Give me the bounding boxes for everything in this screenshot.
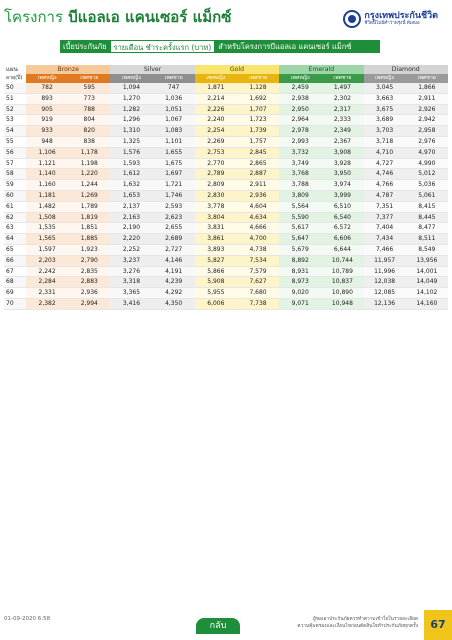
premium-cell: 7,738 — [237, 298, 279, 309]
premium-cell: 5,827 — [195, 255, 237, 266]
premium-cell: 3,689 — [364, 115, 406, 126]
premium-cell: 1,325 — [110, 136, 152, 147]
premium-cell: 8,445 — [406, 212, 448, 223]
premium-cell: 13,956 — [406, 255, 448, 266]
age-cell: 65 — [4, 244, 26, 255]
premium-cell: 804 — [68, 115, 110, 126]
premium-cell: 5,908 — [195, 277, 237, 288]
premium-cell: 6,510 — [321, 201, 363, 212]
table-row — [4, 104, 448, 115]
premium-cell: 1,655 — [153, 147, 195, 158]
premium-cell: 2,964 — [279, 115, 321, 126]
plan-header-row — [4, 65, 448, 74]
premium-cell: 1,083 — [153, 126, 195, 137]
table-row — [4, 147, 448, 158]
premium-cell: 2,845 — [237, 147, 279, 158]
premium-cell: 1,923 — [68, 244, 110, 255]
premium-cell: 1,198 — [68, 158, 110, 169]
plan-diamond: Diamond — [364, 65, 449, 74]
premium-cell: 2,942 — [406, 115, 448, 126]
premium-cell: 2,789 — [195, 169, 237, 180]
premium-cell: 10,948 — [321, 298, 363, 309]
premium-cell: 948 — [26, 136, 68, 147]
premium-cell: 1,653 — [110, 190, 152, 201]
table-row — [4, 158, 448, 169]
premium-cell: 1,819 — [68, 212, 110, 223]
premium-cell: 1,482 — [26, 201, 68, 212]
premium-cell: 2,593 — [153, 201, 195, 212]
gender-header: เพศหญิง — [26, 74, 68, 83]
premium-cell: 1,789 — [68, 201, 110, 212]
premium-cell: 1,051 — [153, 104, 195, 115]
premium-cell: 2,240 — [195, 115, 237, 126]
premium-cell: 2,623 — [153, 212, 195, 223]
premium-cell: 4,350 — [153, 298, 195, 309]
premium-cell: 2,936 — [237, 190, 279, 201]
title-prefix: โครงการ — [4, 8, 64, 26]
premium-cell: 3,663 — [364, 93, 406, 104]
table-row — [4, 169, 448, 180]
plan-label: แผน — [6, 66, 18, 73]
premium-cell: 2,226 — [195, 104, 237, 115]
caption-part-mode: รายเดือน ชำระครั้งแรก (บาท) — [110, 40, 216, 53]
plan-gold: Gold — [195, 65, 279, 74]
premium-cell: 14,102 — [406, 288, 448, 299]
premium-cell: 1,160 — [26, 180, 68, 191]
premium-cell: 2,976 — [406, 136, 448, 147]
premium-cell: 6,644 — [321, 244, 363, 255]
premium-cell: 1,178 — [68, 147, 110, 158]
premium-cell: 5,564 — [279, 201, 321, 212]
premium-cell: 10,744 — [321, 255, 363, 266]
premium-cell: 8,415 — [406, 201, 448, 212]
table-row — [4, 223, 448, 234]
table-row — [4, 136, 448, 147]
premium-cell: 2,911 — [406, 93, 448, 104]
premium-cell: 2,883 — [68, 277, 110, 288]
premium-cell: 12,085 — [364, 288, 406, 299]
table-caption — [60, 40, 380, 53]
premium-cell: 3,045 — [364, 83, 406, 93]
premium-cell: 2,333 — [321, 115, 363, 126]
premium-cell: 7,680 — [237, 288, 279, 299]
premium-cell: 3,778 — [195, 201, 237, 212]
premium-cell: 1,675 — [153, 158, 195, 169]
age-cell: 55 — [4, 136, 26, 147]
premium-cell: 747 — [153, 83, 195, 93]
plan-silver: Silver — [110, 65, 194, 74]
premium-cell: 4,666 — [237, 223, 279, 234]
premium-cell: 4,727 — [364, 158, 406, 169]
premium-cell: 1,282 — [110, 104, 152, 115]
premium-cell: 782 — [26, 83, 68, 93]
premium-cell: 3,788 — [279, 180, 321, 191]
age-cell: 70 — [4, 298, 26, 309]
premium-cell: 1,497 — [321, 83, 363, 93]
premium-cell: 1,851 — [68, 223, 110, 234]
premium-cell: 2,753 — [195, 147, 237, 158]
premium-cell: 2,994 — [68, 298, 110, 309]
age-cell: 51 — [4, 93, 26, 104]
logo-tagline: ชีวิตนี้ไม่มีคำว่าพรุ่งนี้ ดีเสมอ — [364, 21, 420, 26]
premium-cell: 9,071 — [279, 298, 321, 309]
premium-cell: 3,950 — [321, 169, 363, 180]
premium-cell: 1,101 — [153, 136, 195, 147]
premium-cell: 1,535 — [26, 223, 68, 234]
premium-cell: 4,292 — [153, 288, 195, 299]
age-cell: 67 — [4, 266, 26, 277]
premium-cell: 2,865 — [237, 158, 279, 169]
premium-cell: 1,692 — [237, 93, 279, 104]
table-row — [4, 266, 448, 277]
premium-cell: 4,746 — [364, 169, 406, 180]
premium-cell: 11,996 — [364, 266, 406, 277]
premium-cell: 2,349 — [321, 126, 363, 137]
premium-cell: 2,269 — [195, 136, 237, 147]
age-cell: 54 — [4, 126, 26, 137]
premium-cell: 3,237 — [110, 255, 152, 266]
premium-cell: 10,789 — [321, 266, 363, 277]
premium-cell: 919 — [26, 115, 68, 126]
premium-cell: 3,893 — [195, 244, 237, 255]
premium-cell: 5,061 — [406, 190, 448, 201]
premium-cell: 3,804 — [195, 212, 237, 223]
premium-cell: 3,318 — [110, 277, 152, 288]
premium-cell: 14,001 — [406, 266, 448, 277]
premium-cell: 6,572 — [321, 223, 363, 234]
premium-cell: 2,926 — [406, 104, 448, 115]
premium-table-body — [4, 83, 448, 309]
premium-cell: 2,163 — [110, 212, 152, 223]
gender-header: เพศหญิง — [195, 74, 237, 83]
premium-cell: 2,790 — [68, 255, 110, 266]
premium-cell: 2,459 — [279, 83, 321, 93]
premium-cell: 1,128 — [237, 83, 279, 93]
table-row — [4, 126, 448, 137]
table-row — [4, 83, 448, 93]
premium-cell: 1,121 — [26, 158, 68, 169]
premium-cell: 2,938 — [279, 93, 321, 104]
premium-cell: 2,220 — [110, 234, 152, 245]
premium-cell: 4,604 — [237, 201, 279, 212]
table-row — [4, 298, 448, 309]
premium-cell: 4,970 — [406, 147, 448, 158]
premium-cell: 7,534 — [237, 255, 279, 266]
premium-cell: 1,757 — [237, 136, 279, 147]
premium-cell: 838 — [68, 136, 110, 147]
premium-cell: 2,331 — [26, 288, 68, 299]
premium-cell: 8,477 — [406, 223, 448, 234]
premium-cell: 4,766 — [364, 180, 406, 191]
premium-cell: 10,837 — [321, 277, 363, 288]
premium-cell: 773 — [68, 93, 110, 104]
premium-cell: 1,244 — [68, 180, 110, 191]
premium-cell: 2,302 — [321, 93, 363, 104]
premium-cell: 2,911 — [237, 180, 279, 191]
premium-cell: 2,958 — [406, 126, 448, 137]
age-cell: 52 — [4, 104, 26, 115]
gender-header: เพศหญิง — [279, 74, 321, 83]
premium-cell: 2,993 — [279, 136, 321, 147]
premium-cell: 2,190 — [110, 223, 152, 234]
caption-part-plan: สำหรับโครงการบีแอลเอ แคนเซอร์ แม็กซ์ — [215, 40, 380, 53]
premium-cell: 1,140 — [26, 169, 68, 180]
premium-cell: 1,721 — [153, 180, 195, 191]
premium-cell: 1,310 — [110, 126, 152, 137]
table-row — [4, 201, 448, 212]
premium-cell: 1,269 — [68, 190, 110, 201]
table-row — [4, 180, 448, 191]
premium-cell: 9,020 — [279, 288, 321, 299]
logo-emblem-icon — [343, 10, 361, 28]
premium-cell: 5,012 — [406, 169, 448, 180]
premium-cell: 1,707 — [237, 104, 279, 115]
premium-cell: 1,871 — [195, 83, 237, 93]
premium-cell: 3,675 — [364, 104, 406, 115]
gender-header: เพศชาย — [321, 74, 363, 83]
premium-cell: 1,508 — [26, 212, 68, 223]
premium-cell: 8,549 — [406, 244, 448, 255]
plan-bronze: Bronze — [26, 65, 110, 74]
age-label: อายุ(ปี) — [6, 75, 23, 81]
premium-cell: 2,203 — [26, 255, 68, 266]
premium-cell: 6,006 — [195, 298, 237, 309]
logo-name: กรุงเทพประกันชีวิต — [364, 11, 438, 21]
premium-cell: 1,746 — [153, 190, 195, 201]
premium-cell: 6,540 — [321, 212, 363, 223]
premium-cell: 4,634 — [237, 212, 279, 223]
premium-cell: 1,612 — [110, 169, 152, 180]
premium-cell: 14,160 — [406, 298, 448, 309]
premium-cell: 1,723 — [237, 115, 279, 126]
footnote — [297, 616, 418, 630]
premium-cell: 3,276 — [110, 266, 152, 277]
footnote-line-2: ความคุ้มครองและเงื่อนไขก่อนตัดสินใจทำประกันภัยทุกครั้ง — [297, 624, 418, 629]
age-cell: 62 — [4, 212, 26, 223]
premium-cell: 3,999 — [321, 190, 363, 201]
premium-cell: 2,830 — [195, 190, 237, 201]
table-row — [4, 255, 448, 266]
premium-cell: 7,404 — [364, 223, 406, 234]
premium-cell: 2,242 — [26, 266, 68, 277]
premium-cell: 893 — [26, 93, 68, 104]
premium-cell: 3,732 — [279, 147, 321, 158]
premium-cell: 4,191 — [153, 266, 195, 277]
premium-cell: 4,738 — [237, 244, 279, 255]
gender-header-row — [4, 74, 448, 83]
premium-cell: 5,679 — [279, 244, 321, 255]
premium-cell: 5,590 — [279, 212, 321, 223]
plan-emerald: Emerald — [279, 65, 363, 74]
age-cell: 59 — [4, 180, 26, 191]
premium-cell: 6,606 — [321, 234, 363, 245]
premium-cell: 3,928 — [321, 158, 363, 169]
premium-cell: 3,861 — [195, 234, 237, 245]
premium-cell: 1,094 — [110, 83, 152, 93]
table-row — [4, 277, 448, 288]
back-button[interactable]: กลับ — [196, 618, 240, 634]
company-logo — [343, 8, 438, 30]
premium-cell: 4,700 — [237, 234, 279, 245]
premium-cell: 7,579 — [237, 266, 279, 277]
premium-cell: 7,466 — [364, 244, 406, 255]
premium-cell: 1,106 — [26, 147, 68, 158]
premium-cell: 5,866 — [195, 266, 237, 277]
premium-cell: 2,770 — [195, 158, 237, 169]
premium-cell: 1,067 — [153, 115, 195, 126]
gender-header: เพศชาย — [237, 74, 279, 83]
premium-cell: 7,434 — [364, 234, 406, 245]
premium-cell: 5,647 — [279, 234, 321, 245]
premium-cell: 1,632 — [110, 180, 152, 191]
gender-header: เพศชาย — [406, 74, 448, 83]
premium-cell: 2,887 — [237, 169, 279, 180]
premium-cell: 3,749 — [279, 158, 321, 169]
premium-cell: 933 — [26, 126, 68, 137]
premium-cell: 1,597 — [26, 244, 68, 255]
premium-cell: 1,866 — [406, 83, 448, 93]
age-cell: 61 — [4, 201, 26, 212]
print-date: 01-09-2020 6:58 — [4, 616, 51, 622]
age-cell: 60 — [4, 190, 26, 201]
gender-header: เพศชาย — [68, 74, 110, 83]
premium-cell: 2,978 — [279, 126, 321, 137]
premium-cell: 820 — [68, 126, 110, 137]
premium-cell: 905 — [26, 104, 68, 115]
premium-cell: 1,036 — [153, 93, 195, 104]
premium-cell: 5,036 — [406, 180, 448, 191]
table-row — [4, 244, 448, 255]
age-cell: 50 — [4, 83, 26, 93]
gender-header: เพศชาย — [153, 74, 195, 83]
age-cell: 69 — [4, 288, 26, 299]
table-row — [4, 93, 448, 104]
premium-cell: 2,936 — [68, 288, 110, 299]
premium-cell: 1,697 — [153, 169, 195, 180]
premium-cell: 3,768 — [279, 169, 321, 180]
premium-cell: 2,655 — [153, 223, 195, 234]
premium-cell: 3,703 — [364, 126, 406, 137]
premium-cell: 8,931 — [279, 266, 321, 277]
premium-cell: 5,617 — [279, 223, 321, 234]
premium-cell: 1,576 — [110, 147, 152, 158]
gender-header: เพศหญิง — [364, 74, 406, 83]
premium-cell: 2,835 — [68, 266, 110, 277]
premium-cell: 2,254 — [195, 126, 237, 137]
premium-cell: 3,908 — [321, 147, 363, 158]
premium-cell: 1,270 — [110, 93, 152, 104]
premium-cell: 2,317 — [321, 104, 363, 115]
age-cell: 58 — [4, 169, 26, 180]
table-row — [4, 190, 448, 201]
premium-cell: 3,416 — [110, 298, 152, 309]
age-cell: 68 — [4, 277, 26, 288]
premium-cell: 1,181 — [26, 190, 68, 201]
page-title — [4, 8, 231, 26]
table-row — [4, 288, 448, 299]
premium-cell: 3,831 — [195, 223, 237, 234]
premium-cell: 11,957 — [364, 255, 406, 266]
premium-cell: 2,382 — [26, 298, 68, 309]
premium-cell: 2,689 — [153, 234, 195, 245]
premium-cell: 1,739 — [237, 126, 279, 137]
premium-cell: 12,136 — [364, 298, 406, 309]
premium-cell: 1,220 — [68, 169, 110, 180]
premium-cell: 8,892 — [279, 255, 321, 266]
premium-cell: 3,365 — [110, 288, 152, 299]
premium-cell: 10,890 — [321, 288, 363, 299]
premium-cell: 788 — [68, 104, 110, 115]
premium-cell: 4,239 — [153, 277, 195, 288]
premium-cell: 3,974 — [321, 180, 363, 191]
premium-cell: 4,990 — [406, 158, 448, 169]
premium-cell: 5,955 — [195, 288, 237, 299]
caption-part-premium: เบี้ยประกันภัย — [60, 40, 110, 53]
premium-cell: 8,511 — [406, 234, 448, 245]
page-number: 67 — [424, 610, 452, 640]
table-row — [4, 212, 448, 223]
premium-cell: 2,727 — [153, 244, 195, 255]
premium-cell: 4,710 — [364, 147, 406, 158]
premium-cell: 7,627 — [237, 277, 279, 288]
page-footer — [0, 592, 452, 640]
premium-cell: 1,885 — [68, 234, 110, 245]
premium-cell: 595 — [68, 83, 110, 93]
table-row — [4, 115, 448, 126]
age-cell: 56 — [4, 147, 26, 158]
premium-cell: 2,809 — [195, 180, 237, 191]
premium-cell: 2,367 — [321, 136, 363, 147]
premium-cell: 3,718 — [364, 136, 406, 147]
premium-cell: 3,809 — [279, 190, 321, 201]
premium-cell: 8,973 — [279, 277, 321, 288]
table-row — [4, 234, 448, 245]
title-main: บีแอลเอ แคนเซอร์ แม็กซ์ — [68, 8, 232, 26]
premium-cell: 12,038 — [364, 277, 406, 288]
premium-cell: 2,284 — [26, 277, 68, 288]
premium-cell: 2,214 — [195, 93, 237, 104]
premium-cell: 1,593 — [110, 158, 152, 169]
premium-cell: 14,049 — [406, 277, 448, 288]
premium-cell: 1,296 — [110, 115, 152, 126]
premium-cell: 4,146 — [153, 255, 195, 266]
premium-cell: 4,787 — [364, 190, 406, 201]
premium-cell: 2,137 — [110, 201, 152, 212]
premium-cell: 1,565 — [26, 234, 68, 245]
premium-cell: 7,351 — [364, 201, 406, 212]
footnote-line-1: ผู้ขอเอาประกันภัยควรทำความเข้าใจในรายละเอียด — [312, 617, 418, 622]
premium-cell: 7,377 — [364, 212, 406, 223]
age-cell: 57 — [4, 158, 26, 169]
age-cell: 64 — [4, 234, 26, 245]
premium-cell: 2,252 — [110, 244, 152, 255]
gender-header: เพศหญิง — [110, 74, 152, 83]
premium-cell: 2,950 — [279, 104, 321, 115]
premium-table — [4, 65, 448, 310]
age-cell: 66 — [4, 255, 26, 266]
page-header — [0, 0, 452, 58]
age-cell: 53 — [4, 115, 26, 126]
age-cell: 63 — [4, 223, 26, 234]
